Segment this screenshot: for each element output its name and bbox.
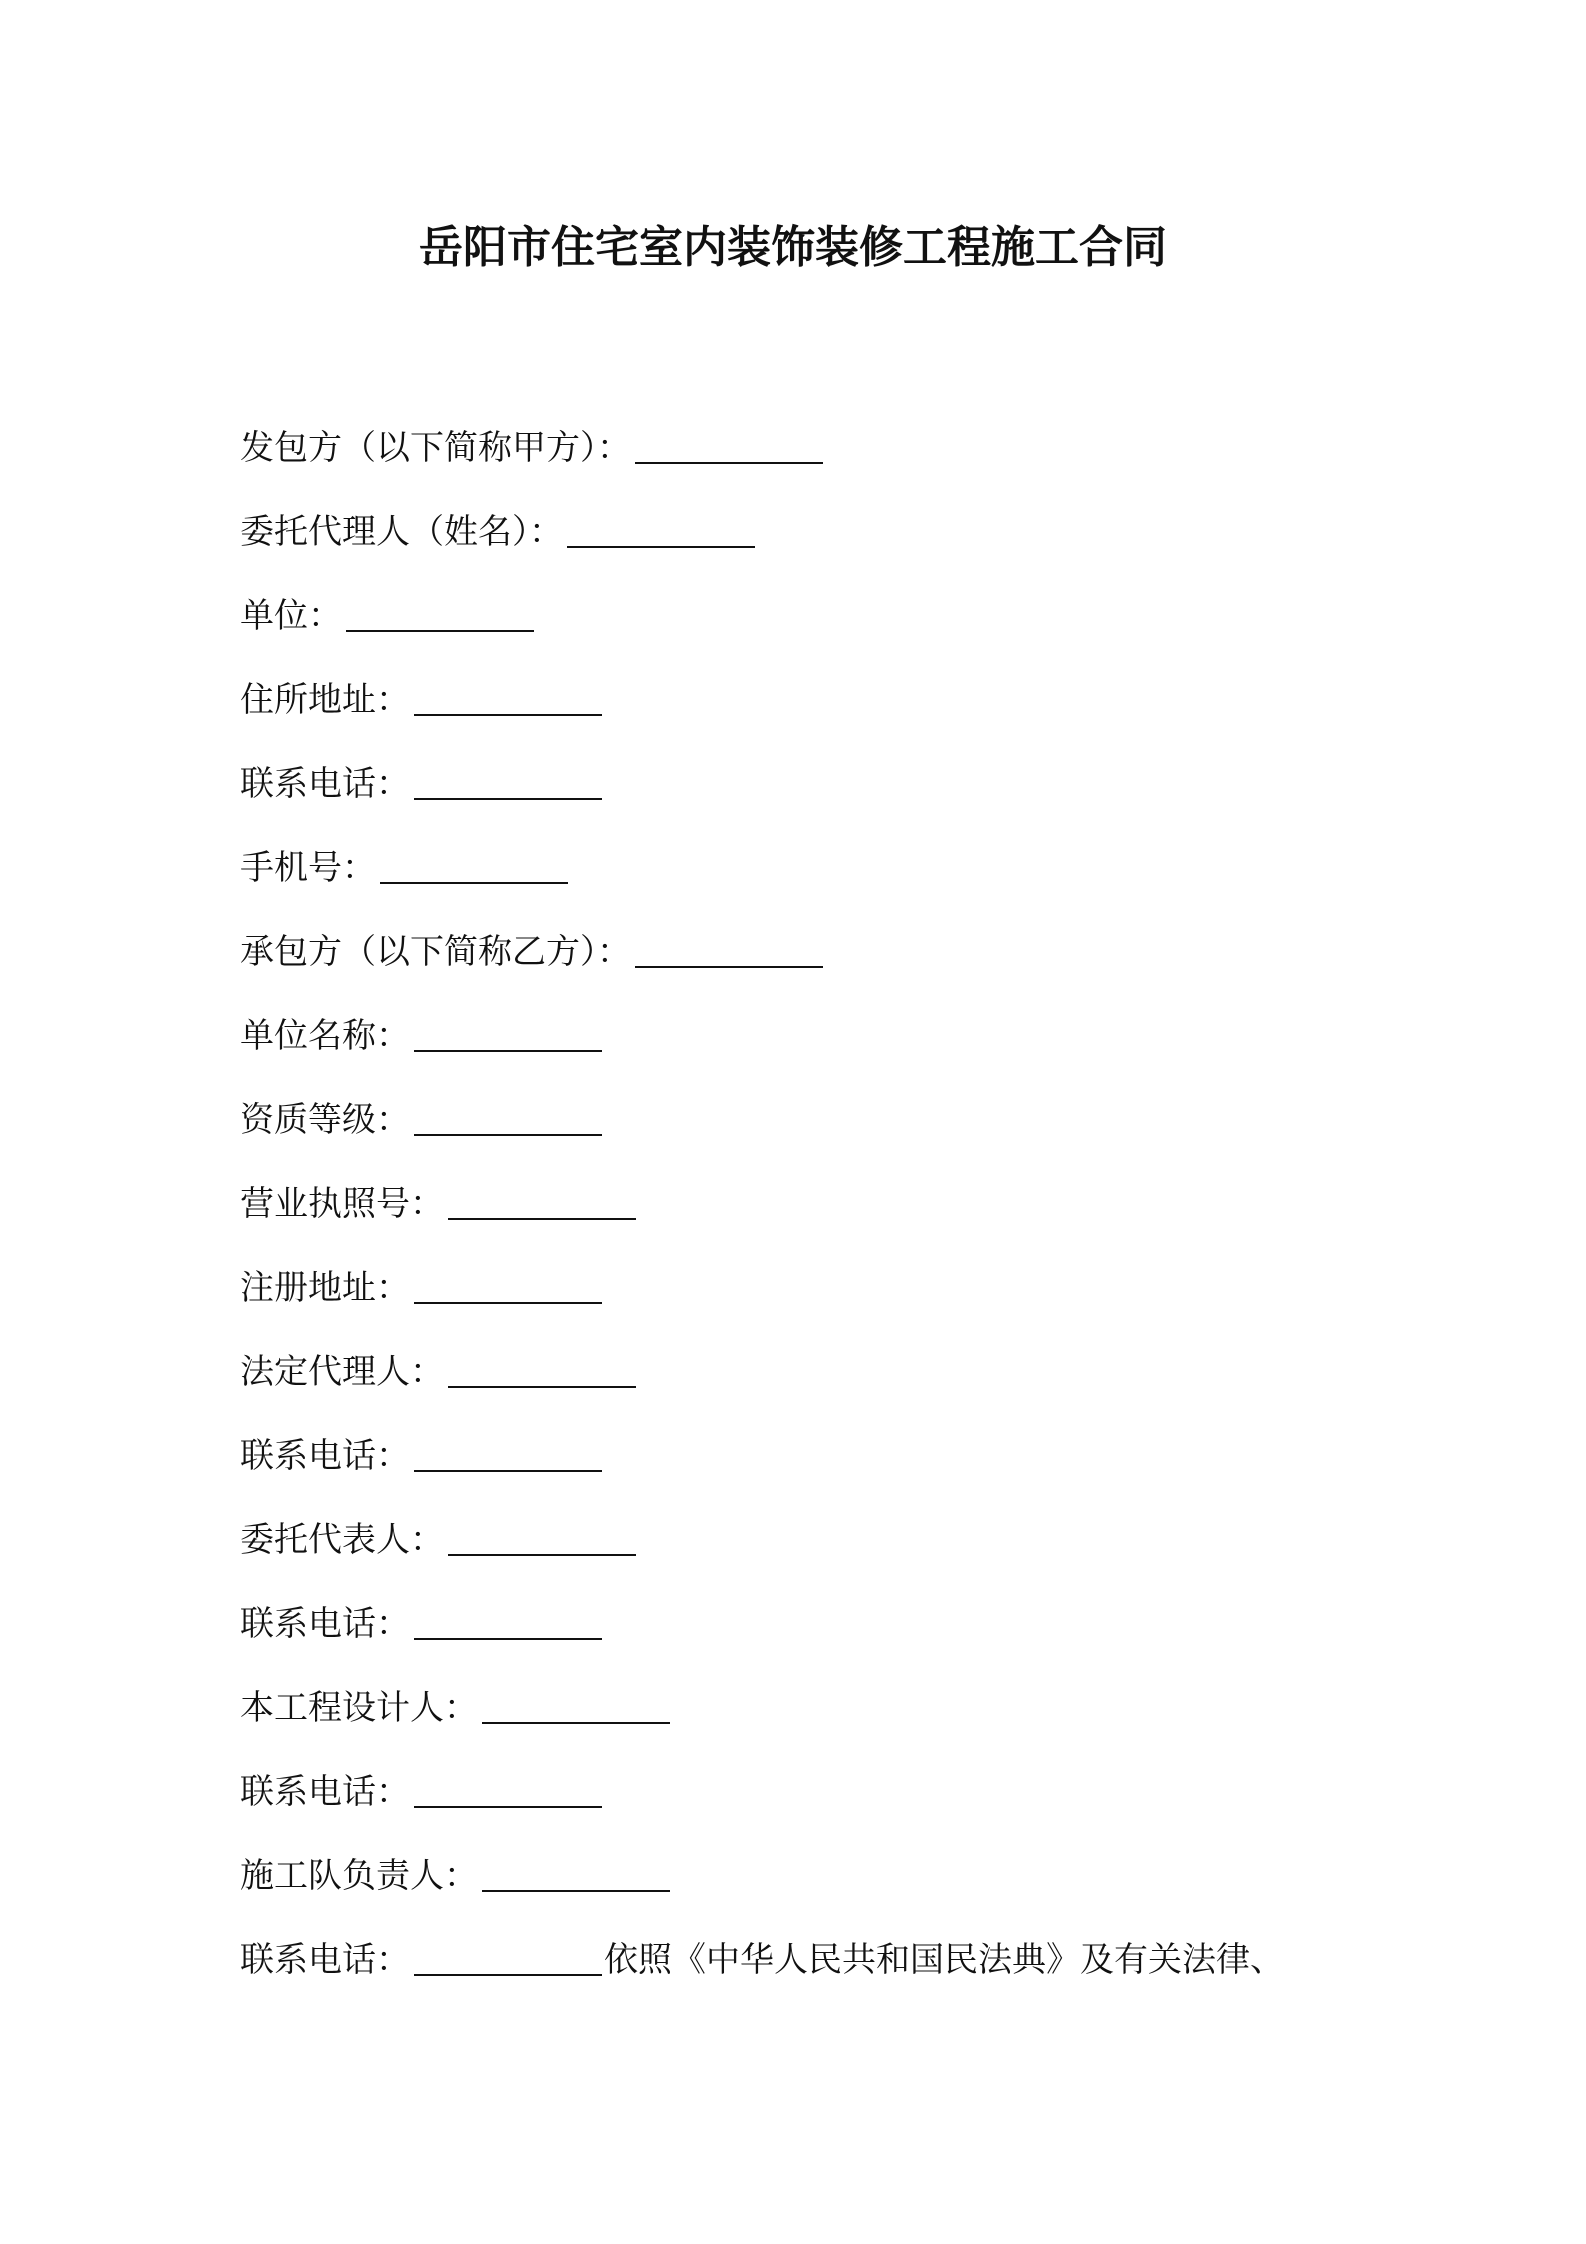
fill-in-blank bbox=[414, 1020, 602, 1052]
fill-in-blank bbox=[414, 1104, 602, 1136]
party-info-list bbox=[240, 406, 1440, 2002]
fill-in-blank bbox=[414, 1272, 602, 1304]
fill-in-blank bbox=[414, 1944, 602, 1976]
field-row bbox=[240, 1750, 1440, 1834]
fill-in-blank bbox=[482, 1860, 670, 1892]
fill-in-blank bbox=[414, 768, 602, 800]
field-label: 施工队负责人： bbox=[240, 1856, 478, 1896]
field-row bbox=[240, 910, 1440, 994]
field-label: 委托代表人： bbox=[240, 1520, 444, 1560]
field-row bbox=[240, 1246, 1440, 1330]
field-label: 联系电话： bbox=[240, 1940, 410, 1980]
fill-in-blank bbox=[567, 516, 755, 548]
field-row bbox=[240, 1582, 1440, 1666]
field-row bbox=[240, 406, 1440, 490]
field-label: 单位名称： bbox=[240, 1016, 410, 1056]
field-row bbox=[240, 658, 1440, 742]
fill-in-blank bbox=[635, 936, 823, 968]
fill-in-blank bbox=[635, 432, 823, 464]
fill-in-blank bbox=[448, 1188, 636, 1220]
field-row bbox=[240, 1666, 1440, 1750]
field-row bbox=[240, 1834, 1440, 1918]
field-row bbox=[240, 1918, 1440, 2002]
field-label: 住所地址： bbox=[240, 680, 410, 720]
fill-in-blank bbox=[448, 1524, 636, 1556]
field-label: 联系电话： bbox=[240, 1772, 410, 1812]
fill-in-blank bbox=[448, 1356, 636, 1388]
field-label: 注册地址： bbox=[240, 1268, 410, 1308]
field-label: 单位： bbox=[240, 596, 342, 636]
field-label: 联系电话： bbox=[240, 764, 410, 804]
field-label: 发包方（以下简称甲方）： bbox=[240, 428, 631, 468]
field-label: 法定代理人： bbox=[240, 1352, 444, 1392]
fill-in-blank bbox=[414, 1440, 602, 1472]
field-label: 本工程设计人： bbox=[240, 1688, 478, 1728]
field-row bbox=[240, 826, 1440, 910]
field-row bbox=[240, 1078, 1440, 1162]
field-row bbox=[240, 1414, 1440, 1498]
fill-in-blank bbox=[346, 600, 534, 632]
field-row bbox=[240, 1162, 1440, 1246]
field-label: 承包方（以下简称乙方）： bbox=[240, 932, 631, 972]
fill-in-blank bbox=[414, 1608, 602, 1640]
field-row bbox=[240, 742, 1440, 826]
document-title: 岳阳市住宅室内装饰装修工程施工合同 bbox=[419, 222, 1167, 273]
field-label: 联系电话： bbox=[240, 1604, 410, 1644]
field-row bbox=[240, 574, 1440, 658]
fill-in-blank bbox=[414, 1776, 602, 1808]
field-label: 手机号： bbox=[240, 848, 376, 888]
field-label: 联系电话： bbox=[240, 1436, 410, 1476]
field-row bbox=[240, 490, 1440, 574]
fill-in-blank bbox=[482, 1692, 670, 1724]
field-row bbox=[240, 1498, 1440, 1582]
field-label: 委托代理人（姓名）： bbox=[240, 512, 563, 552]
fill-in-blank bbox=[414, 684, 602, 716]
field-label: 营业执照号： bbox=[240, 1184, 444, 1224]
body-text: 依照《中华人民共和国民法典》及有关法律、 bbox=[604, 1940, 1284, 1980]
field-label: 资质等级： bbox=[240, 1100, 410, 1140]
fill-in-blank bbox=[380, 852, 568, 884]
field-row bbox=[240, 1330, 1440, 1414]
field-row bbox=[240, 994, 1440, 1078]
